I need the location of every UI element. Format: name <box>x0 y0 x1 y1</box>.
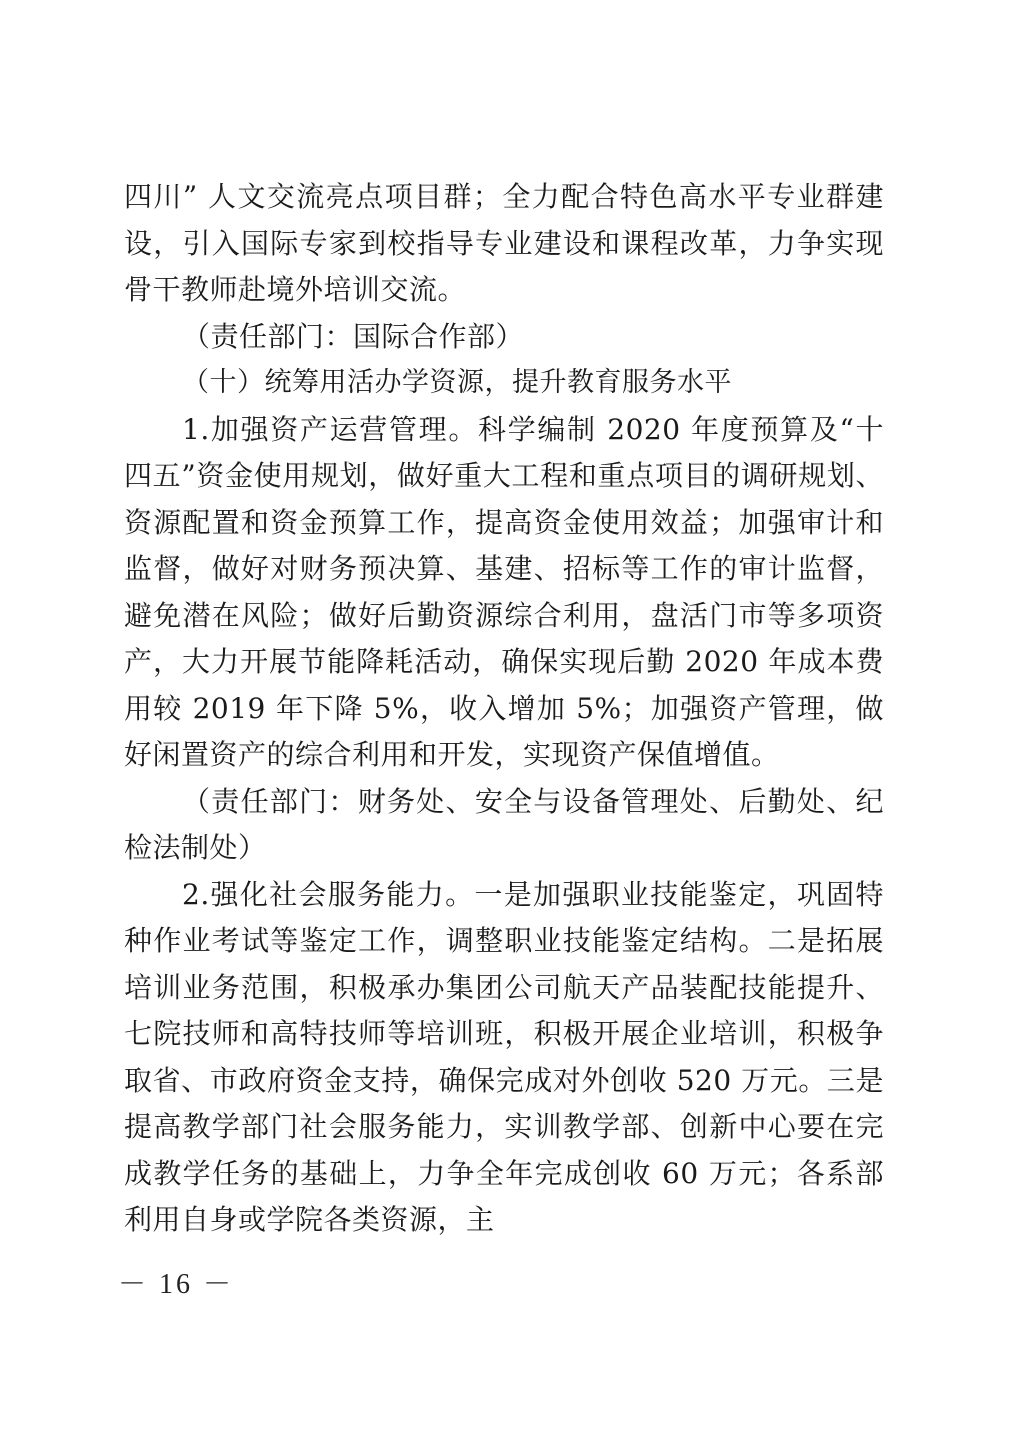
paragraph-asset-management: 1.加强资产运营管理。科学编制 2020 年度预算及“十四五”资金使用规划，做好重大工程和重点项目的调研规划、资源配置和资金预算工作，提高资金使用效益；加强审计和监督，做好对财务预决算、基建、招标等工作的审计监督，避免潜在风险；做好后勤资源综合利用，盘活门市等多项资产，大力开展节能降耗活动，确保实现后勤 2020 年成本费用较 2019 年下降 5%，收入增加 5%；加强资产管理，做好闲置资产的综合利用和开发，实现资产保值增值。 <box>124 412 884 771</box>
section-heading: （十）统筹用活办学资源，提升教育服务水平 <box>182 367 732 398</box>
page-number: － 16 － <box>118 1269 235 1300</box>
responsibility-note: （责任部门：国际合作部） <box>182 319 525 353</box>
document-body <box>124 174 884 1244</box>
paragraph-social-service: 2.强化社会服务能力。一是加强职业技能鉴定，巩固特种作业考试等鉴定工作，调整职业技能鉴定结构。二是拓展培训业务范围，积极承办集团公司航天产品装配技能提升、七院技师和高特技师等培训班，积极开展企业培训，积极争取省、市政府资金支持，确保完成对外创收 520 万元。三是提高教学部门社会服务能力，实训教学部、创新中心要在完成教学任务的基础上，力争全年完成创收 60 万元；各系部利用自身或学院各类资源，主 <box>124 877 884 1236</box>
responsibility-note: （责任部门：财务处、安全与设备管理处、后勤处、纪检法制处） <box>124 784 884 864</box>
paragraph-continuation: 四川” 人文交流亮点项目群；全力配合特色高水平专业群建设，引入国际专家到校指导专业建设和课程改革，力争实现骨干教师赴境外培训交流。 <box>124 180 884 306</box>
